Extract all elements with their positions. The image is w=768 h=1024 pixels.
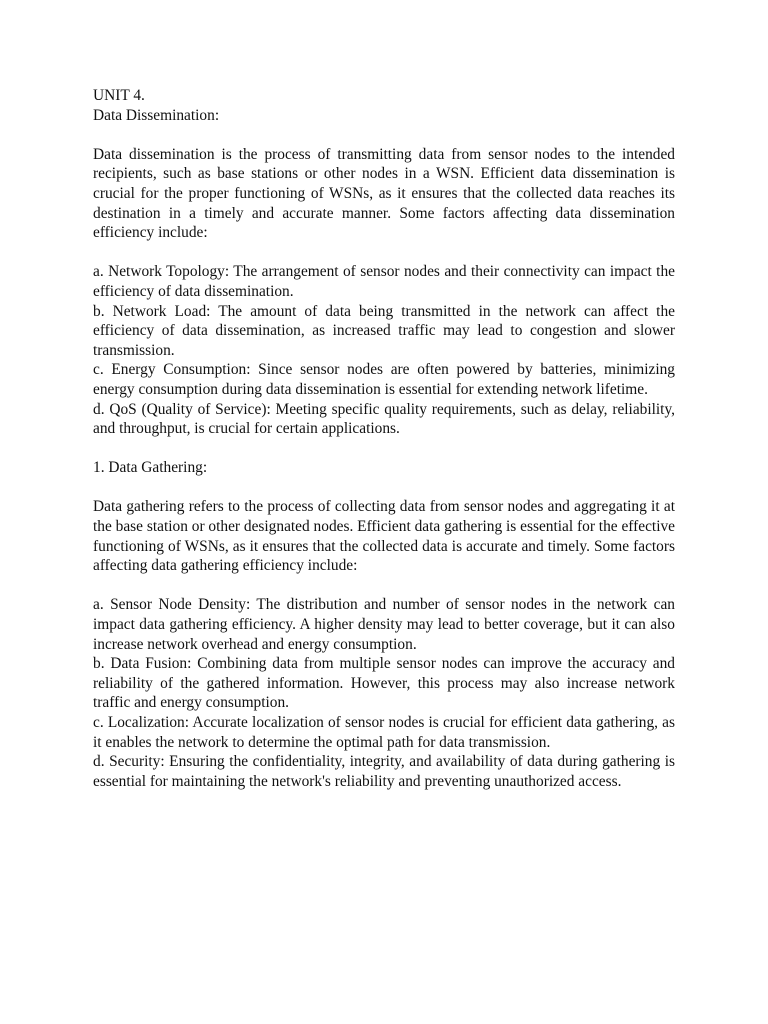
unit-title: UNIT 4.: [93, 87, 145, 104]
gathering-factor-d: d. Security: Ensuring the confidentiality, integrity, and availability of data during gathering is essential for maintaining the network's reliability and preventing unauthorized access.: [93, 753, 675, 790]
spacer: [93, 576, 675, 596]
intro-paragraph: Data dissemination is the process of transmitting data from sensor nodes to the intended recipients, such as base stations or other nodes in a WSN. Efficient data dissemination is crucial for the proper functioning of WSNs, as it ensures that the collected data reaches its destination in a timely and accurate manner. Some factors affecting data dissemination efficiency include:: [93, 145, 675, 242]
dissemination-factor-b: b. Network Load: The amount of data being transmitted in the network can affect the efficiency of data dissemination, as increased traffic may lead to congestion and slower transmission.: [93, 302, 675, 359]
dissemination-factor-c: c. Energy Consumption: Since sensor nodes are often powered by batteries, minimizing energy consumption during data dissemination is essential for extending network lifetime.: [93, 361, 675, 398]
gathering-factor-c: c. Localization: Accurate localization of sensor nodes is crucial for efficient data gathering, as it enables the network to determine the optimal path for data transmission.: [93, 714, 675, 751]
section-heading-gathering: 1. Data Gathering:: [93, 459, 208, 477]
spacer: [93, 439, 675, 459]
section-heading-dissemination: Data Dissemination:: [93, 106, 220, 124]
gathering-factor-a: a. Sensor Node Density: The distribution and number of sensor nodes in the network can impact data gathering efficiency. A higher density may lead to better coverage, but it can also increase network overhead and energy consumption.: [93, 596, 675, 653]
gathering-factor-b: b. Data Fusion: Combining data from multiple sensor nodes can improve the accuracy and reliability of the gathered information. However, this process may also increase network traffic and energy consumption.: [93, 655, 675, 712]
dissemination-factor-d: d. QoS (Quality of Service): Meeting specific quality requirements, such as delay, reliability, and throughput, is crucial for certain applications.: [93, 400, 675, 438]
gathering-intro-paragraph: Data gathering refers to the process of collecting data from sensor nodes and aggregating it at the base station or other designated nodes. Efficient data gathering is essential for the effective functioning of WSNs, as it ensures that the collected data is accurate and timely. Some factors affecting data gathering efficiency include:: [93, 498, 675, 575]
dissemination-factor-a: a. Network Topology: The arrangement of sensor nodes and their connectivity can impact the efficiency of data dissemination.: [93, 263, 675, 300]
spacer: [93, 125, 675, 145]
document-page: [93, 86, 675, 791]
spacer: [93, 478, 675, 498]
spacer: [93, 243, 675, 263]
